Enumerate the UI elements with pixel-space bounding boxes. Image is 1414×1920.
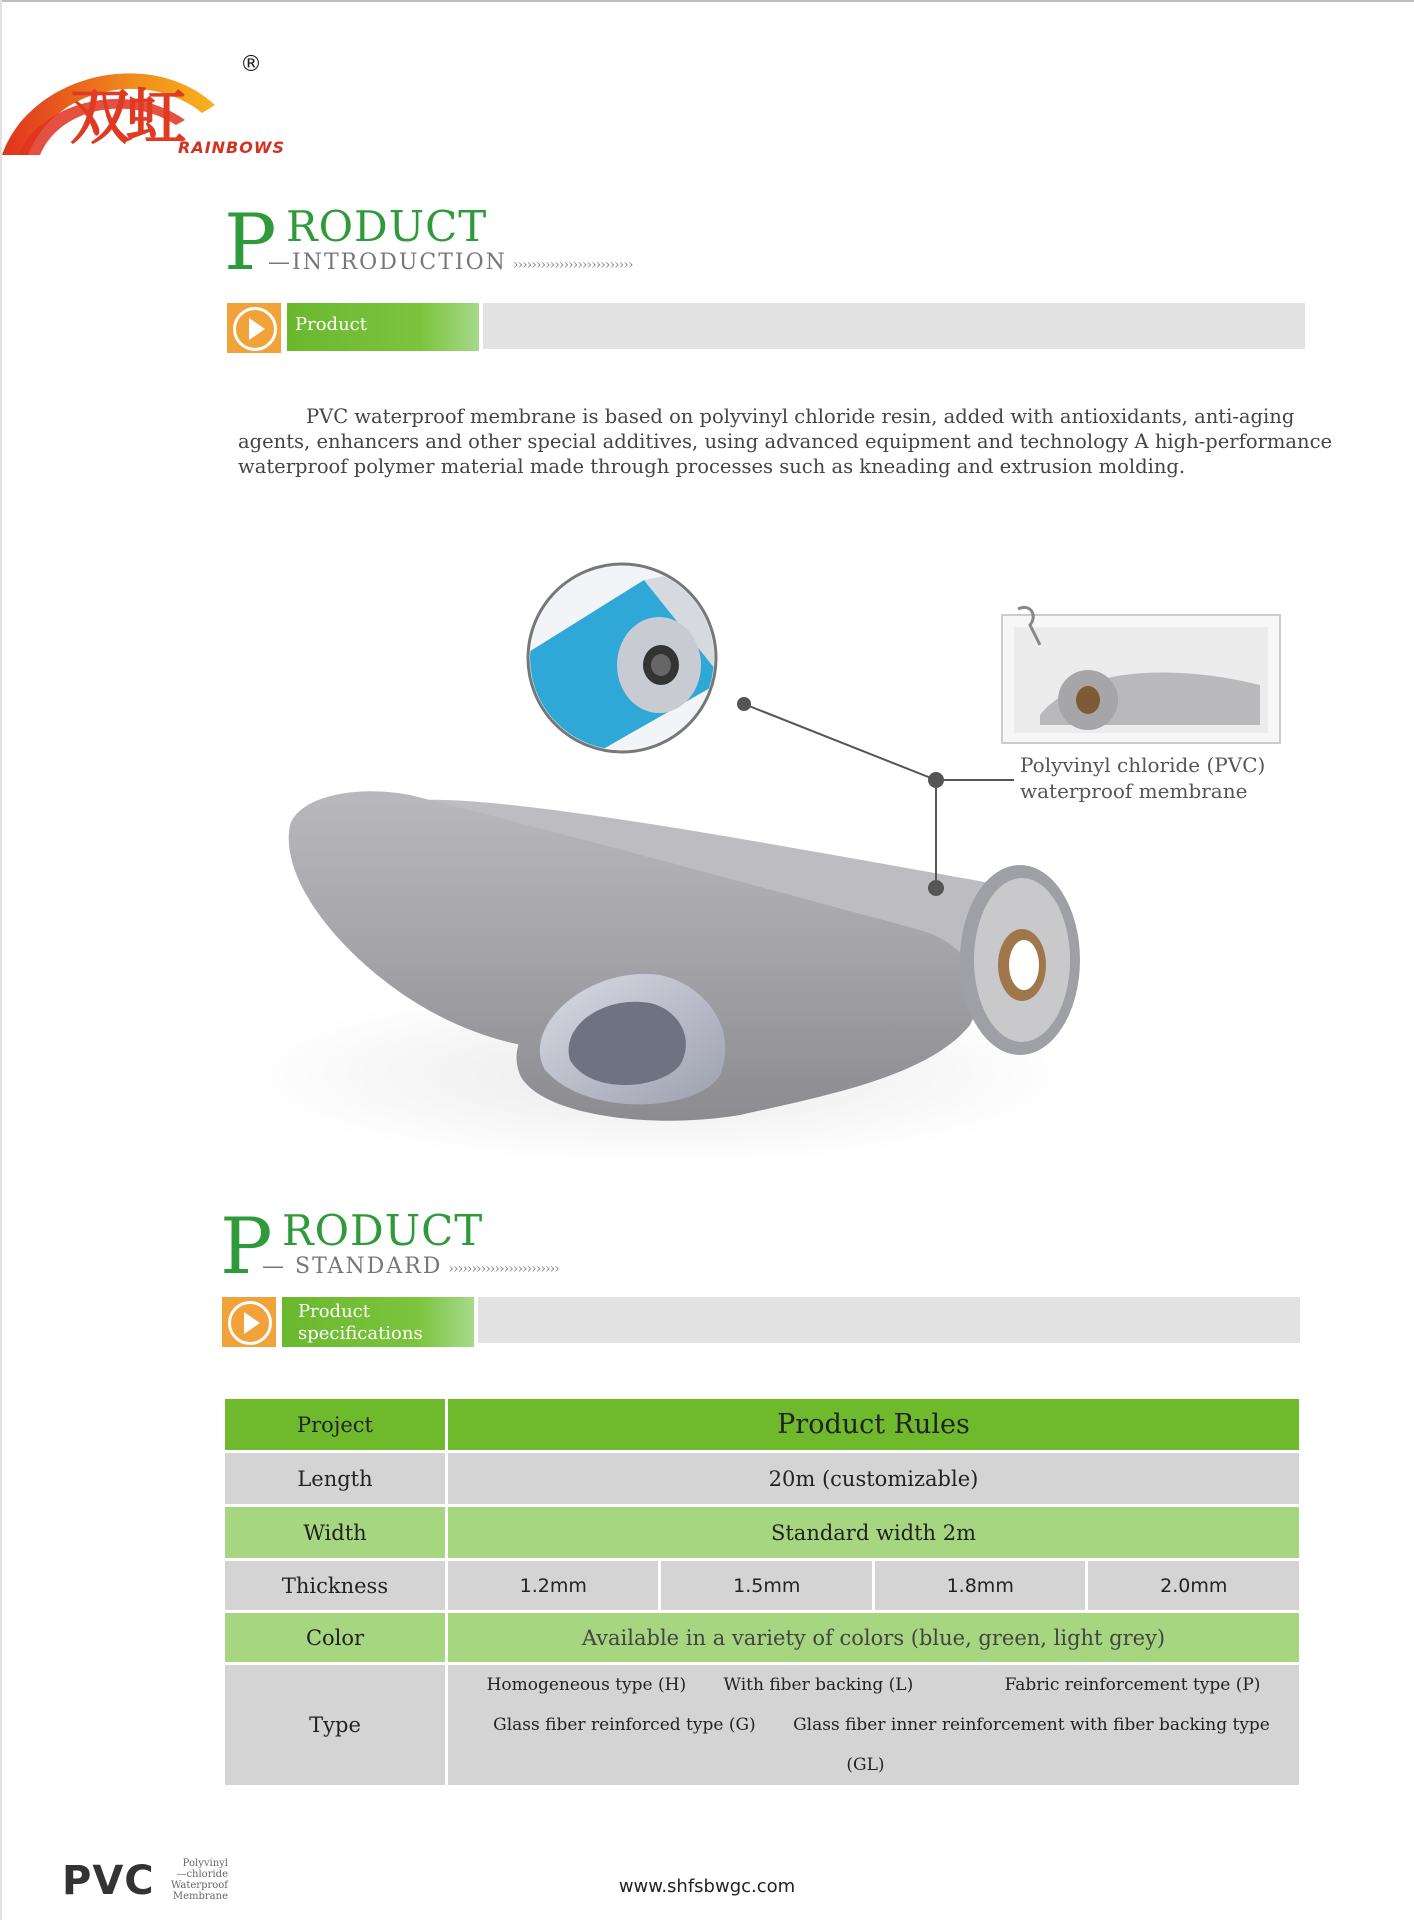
product-photo-card — [1000, 605, 1285, 745]
top-border — [0, 0, 1414, 2]
type-label: Type — [224, 1664, 447, 1787]
spec-table — [222, 1396, 1302, 1788]
table-row-type — [224, 1664, 1301, 1787]
intro-section-bar — [483, 303, 1305, 349]
table-row-thickness — [224, 1560, 1301, 1612]
intro-play-icon — [227, 303, 281, 353]
standard-heading-initial: P — [220, 1202, 273, 1292]
standard-section-tab: Product specifications — [282, 1297, 474, 1347]
intro-heading-word: RODUCT — [286, 202, 488, 251]
pvc-product-label: Polyvinyl chloride (PVC) waterproof membrane — [1020, 753, 1266, 803]
table-row-color — [224, 1612, 1301, 1664]
header-project: Project — [224, 1398, 447, 1452]
table-row-length — [224, 1452, 1301, 1506]
thickness-value: 1.5mm — [660, 1560, 873, 1612]
standard-play-icon — [222, 1297, 276, 1347]
color-value: Available in a variety of colors (blue, green, light grey) — [447, 1612, 1301, 1664]
thickness-value: 1.2mm — [447, 1560, 660, 1612]
header-product-rules: Product Rules — [447, 1398, 1301, 1452]
registered-mark: ® — [240, 52, 262, 77]
standard-heading-sub: — STANDARD ›››››››››››››››››››››››› — [262, 1254, 559, 1279]
standard-heading-word: RODUCT — [282, 1206, 484, 1255]
width-value: Standard width 2m — [447, 1506, 1301, 1560]
standard-section-bar — [478, 1297, 1300, 1343]
thickness-label: Thickness — [224, 1560, 447, 1612]
intro-heading-sub: —INTRODUCTION ›››››››››››››››››››››››››› — [268, 250, 633, 275]
left-border — [0, 0, 2, 1920]
table-row-width — [224, 1506, 1301, 1560]
intro-heading-initial: P — [224, 198, 277, 288]
footer-url[interactable]: www.shfsbwgc.com — [618, 1876, 796, 1897]
footer-note: Polyvinyl —chloride Waterproof Membrane — [170, 1858, 228, 1902]
footer-brand: PVC — [62, 1858, 155, 1904]
table-header-row — [224, 1398, 1301, 1452]
thickness-value: 1.8mm — [873, 1560, 1086, 1612]
intro-section-tab: Product Introduction — [287, 303, 479, 351]
callout-lines — [730, 690, 1040, 900]
type-values: Homogeneous type (H) With fiber backing (L) Fabric reinforcement type (P) Glass fiber reinforced type (G) Glass fiber inner reinforcement with fiber backing type (GL) — [447, 1664, 1301, 1787]
logo-english-text: RAINBOWS — [178, 138, 286, 157]
logo-chinese-text: 双虹 — [70, 83, 182, 153]
length-label: Length — [224, 1452, 447, 1506]
color-label: Color — [224, 1612, 447, 1664]
width-label: Width — [224, 1506, 447, 1560]
thickness-value: 2.0mm — [1087, 1560, 1301, 1612]
blue-roll-inset — [524, 560, 720, 756]
length-value: 20m (customizable) — [447, 1452, 1301, 1506]
intro-paragraph: PVC waterproof membrane is based on polyvinyl chloride resin, added with antioxidants, anti-aging agents, enhancers and other special additives, using advanced equipment and technology A high-performance waterproof polymer material made through processes such as kneading and extrusion molding. — [238, 405, 1333, 478]
